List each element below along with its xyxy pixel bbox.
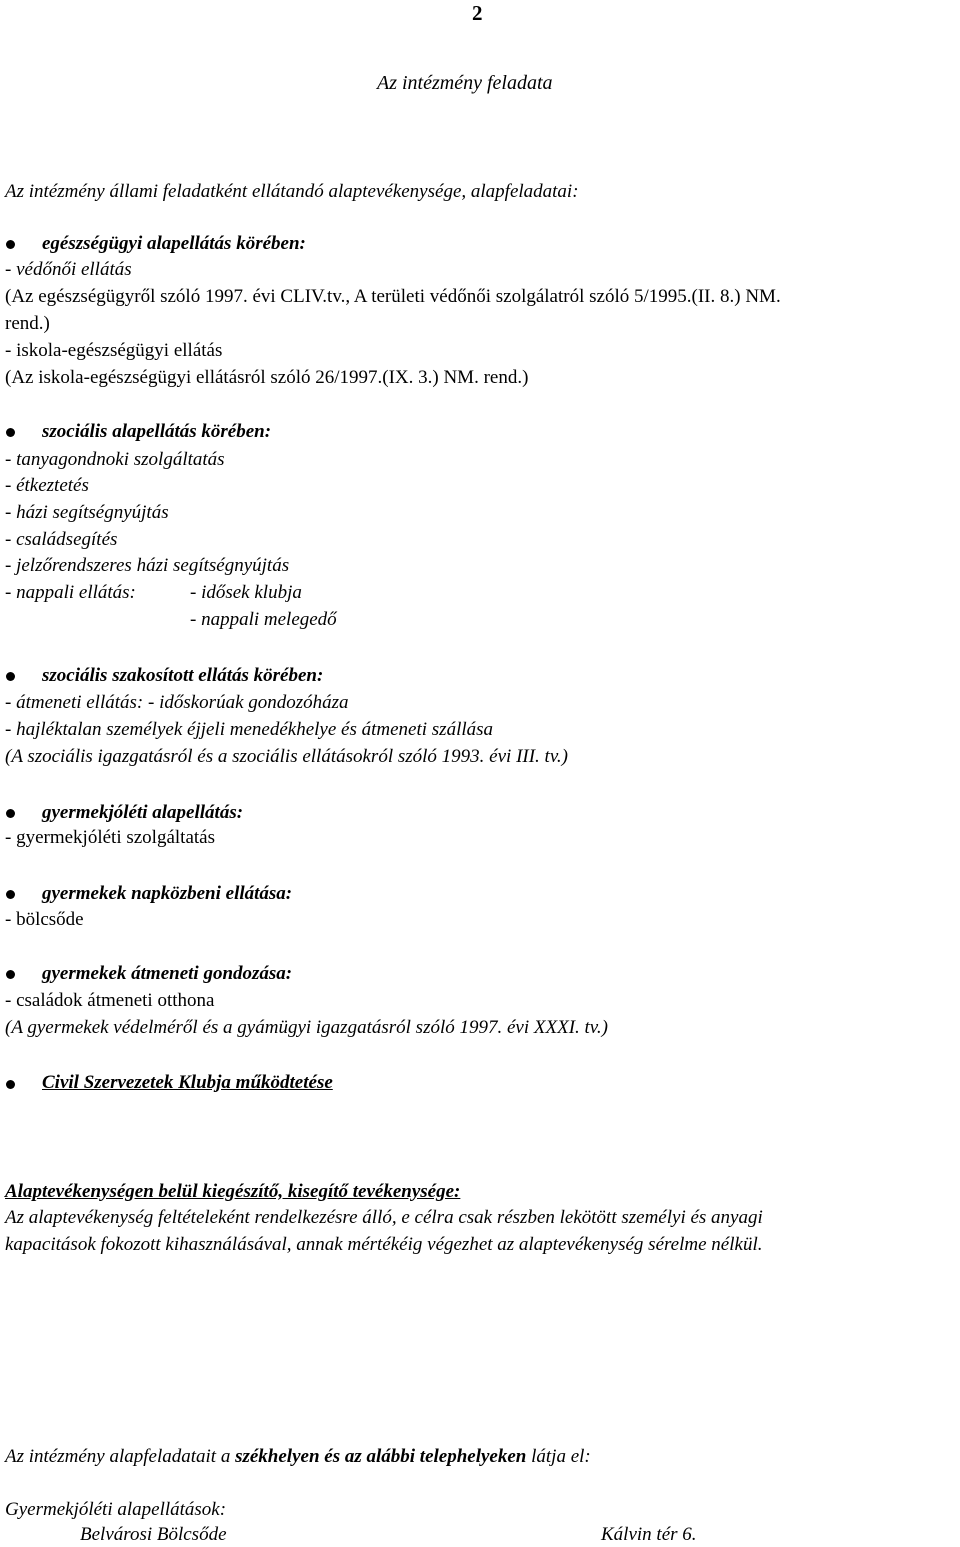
text-line: - hajléktalan személyek éjjeli menedékhelye és átmeneti szállása bbox=[5, 719, 494, 740]
group-title: gyermekjóléti alapellátás: bbox=[42, 802, 244, 823]
bullet-icon bbox=[6, 428, 15, 437]
text-line: - átmeneti ellátás: - időskorúak gondozóháza bbox=[5, 692, 349, 713]
sites-intro-a: Az intézmény alapfeladatait a bbox=[5, 1446, 236, 1467]
text-line: - családsegítés bbox=[5, 529, 118, 550]
page-title: Az intézmény feladata bbox=[377, 72, 553, 94]
group-title: szociális alapellátás körében: bbox=[42, 421, 272, 442]
bullet-icon bbox=[6, 1080, 15, 1089]
text-line: - tanyagondnoki szolgáltatás bbox=[5, 449, 225, 470]
site-name: Belvárosi Bölcsőde bbox=[80, 1524, 227, 1545]
group-title: gyermekek napközbeni ellátása: bbox=[42, 883, 293, 904]
page-number: 2 bbox=[472, 1, 483, 25]
text-line: - bölcsőde bbox=[5, 909, 84, 930]
text-line: (A gyermekek védelméről és a gyámügyi igazgatásról szóló 1997. évi XXXI. tv.) bbox=[5, 1017, 608, 1038]
bullet-icon bbox=[6, 970, 15, 979]
text-line: - jelzőrendszeres házi segítségnyújtás bbox=[5, 555, 290, 576]
text-line: - étkeztetés bbox=[5, 475, 89, 496]
text-line: - nappali ellátás: bbox=[5, 582, 136, 603]
text-line: - családok átmeneti otthona bbox=[5, 990, 215, 1011]
text-line: - iskola-egészségügyi ellátás bbox=[5, 340, 223, 361]
text-line: - idősek klubja bbox=[190, 582, 302, 603]
group-title: szociális szakosított ellátás körében: bbox=[42, 665, 324, 686]
bullet-icon bbox=[6, 809, 15, 818]
sites-intro bbox=[5, 1445, 591, 1469]
sites-intro-c: látja el: bbox=[526, 1446, 591, 1467]
bullet-icon bbox=[6, 890, 15, 899]
group-title: Civil Szervezetek Klubja működtetése bbox=[42, 1072, 333, 1093]
sites-intro-b: székhelyen és az alábbi telephelyeken bbox=[235, 1446, 527, 1467]
text-line: - házi segítségnyújtás bbox=[5, 502, 169, 523]
text-line: (Az egészségügyről szóló 1997. évi CLIV.tv., A területi védőnői szolgálatról szóló 5/1995.(II. 8.) NM. bbox=[5, 286, 781, 307]
text-line: rend.) bbox=[5, 313, 50, 334]
text-line: - védőnői ellátás bbox=[5, 259, 132, 280]
group-title: gyermekek átmeneti gondozása: bbox=[42, 963, 293, 984]
text-line: kapacitások fokozott kihasználásával, annak mértékéig végezhet az alaptevékenység sérelme nélkül. bbox=[5, 1234, 763, 1255]
text-line: - gyermekjóléti szolgáltatás bbox=[5, 827, 215, 848]
text-line: (Az iskola-egészségügyi ellátásról szóló 26/1997.(IX. 3.) NM. rend.) bbox=[5, 367, 529, 388]
section-heading: Alaptevékenységen belül kiegészítő, kisegítő tevékenysége: bbox=[5, 1181, 461, 1202]
section-heading: Az intézmény állami feladatként ellátandó alaptevékenysége, alapfeladatai: bbox=[5, 181, 579, 202]
text-line: Az alaptevékenység feltételeként rendelkezésre álló, e célra csak részben lekötött személyi és anyagi bbox=[5, 1207, 763, 1228]
group-title: egészségügyi alapellátás körében: bbox=[42, 233, 306, 254]
text-line: (A szociális igazgatásról és a szociális ellátásokról szóló 1993. évi III. tv.) bbox=[5, 746, 568, 767]
sites-subheading: Gyermekjóléti alapellátások: bbox=[5, 1499, 227, 1520]
text-line: - nappali melegedő bbox=[190, 609, 337, 630]
bullet-icon bbox=[6, 672, 15, 681]
site-address: Kálvin tér 6. bbox=[601, 1524, 697, 1545]
bullet-icon bbox=[6, 240, 15, 249]
